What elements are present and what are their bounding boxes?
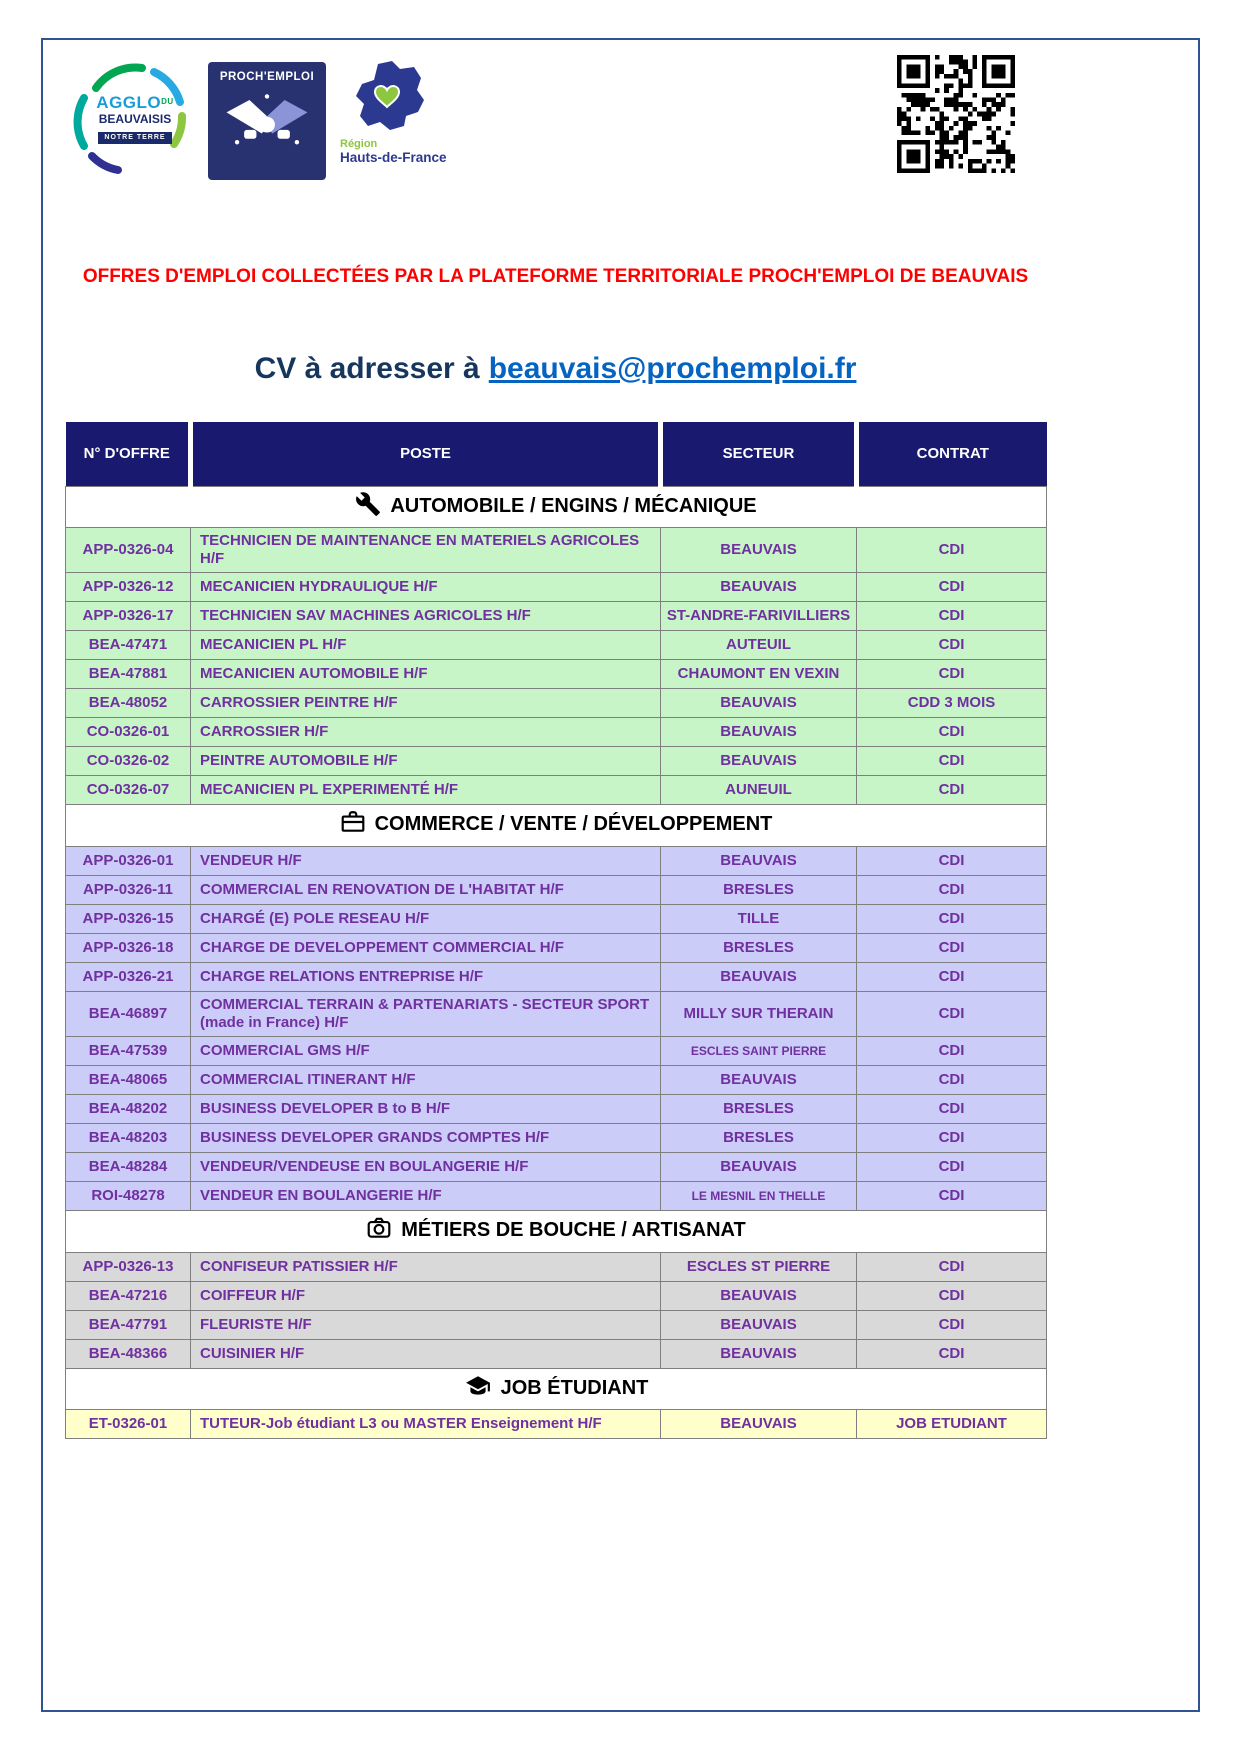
offer-secteur: BEAUVAIS — [661, 1410, 857, 1439]
offer-secteur: BEAUVAIS — [661, 1310, 857, 1339]
offer-poste: VENDEUR H/F — [191, 846, 661, 875]
qr-code — [897, 55, 1015, 173]
offer-poste: COMMERCIAL ITINERANT H/F — [191, 1066, 661, 1095]
offer-poste: COIFFEUR H/F — [191, 1281, 661, 1310]
offer-offre: ET-0326-01 — [66, 1410, 191, 1439]
offer-row — [66, 573, 1047, 602]
handshake-icon — [223, 89, 311, 155]
offer-row — [66, 1281, 1047, 1310]
offer-contrat: CDI — [857, 1124, 1047, 1153]
offer-secteur: AUNEUIL — [661, 776, 857, 805]
offer-contrat: CDI — [857, 776, 1047, 805]
section-title: JOB ÉTUDIANT — [500, 1376, 649, 1399]
offer-secteur: BEAUVAIS — [661, 1153, 857, 1182]
offer-contrat: CDI — [857, 631, 1047, 660]
qr-code-svg — [897, 55, 1015, 173]
offer-row — [66, 875, 1047, 904]
offer-offre: APP-0326-15 — [66, 904, 191, 933]
section-title: MÉTIERS DE BOUCHE / ARTISANAT — [401, 1219, 746, 1242]
agglo-logo-name — [70, 94, 200, 113]
offer-poste: VENDEUR/VENDEUSE EN BOULANGERIE H/F — [191, 1153, 661, 1182]
offer-poste: CARROSSIER PEINTRE H/F — [191, 689, 661, 718]
offer-contrat: CDI — [857, 1182, 1047, 1211]
offer-poste: CARROSSIER H/F — [191, 718, 661, 747]
col-header-secteur: SECTEUR — [661, 422, 857, 486]
offer-contrat: CDI — [857, 718, 1047, 747]
offer-offre: BEA-48052 — [66, 689, 191, 718]
region-word: Région — [340, 138, 378, 150]
offer-contrat: CDI — [857, 660, 1047, 689]
offer-offre: BEA-48203 — [66, 1124, 191, 1153]
offer-poste: CUISINIER H/F — [191, 1339, 661, 1368]
agglo-word: AGGLO — [96, 93, 162, 112]
offer-poste: CHARGE DE DEVELOPPEMENT COMMERCIAL H/F — [191, 933, 661, 962]
offer-poste: BUSINESS DEVELOPER GRANDS COMPTES H/F — [191, 1124, 661, 1153]
offer-offre: BEA-48366 — [66, 1339, 191, 1368]
offer-offre: BEA-46897 — [66, 991, 191, 1037]
offer-contrat: CDI — [857, 962, 1047, 991]
offer-offre: BEA-47471 — [66, 631, 191, 660]
offer-secteur: BRESLES — [661, 875, 857, 904]
offers-table — [65, 422, 1047, 1439]
offer-contrat: CDI — [857, 904, 1047, 933]
offer-secteur: MILLY SUR THERAIN — [661, 991, 857, 1037]
offer-row — [66, 776, 1047, 805]
agglo-logo-subname: BEAUVAISIS — [98, 111, 172, 126]
offer-row — [66, 747, 1047, 776]
offer-secteur: BRESLES — [661, 1124, 857, 1153]
offer-row — [66, 1182, 1047, 1211]
offer-offre: APP-0326-01 — [66, 846, 191, 875]
offer-contrat: CDI — [857, 1281, 1047, 1310]
offer-row — [66, 527, 1047, 573]
camera-icon — [366, 1215, 392, 1247]
agglo-du-word: DU — [161, 97, 174, 106]
offer-row — [66, 660, 1047, 689]
offer-offre: BEA-47881 — [66, 660, 191, 689]
section-header-row — [66, 1368, 1047, 1409]
offer-row — [66, 933, 1047, 962]
offer-poste: CHARGÉ (E) POLE RESEAU H/F — [191, 904, 661, 933]
offer-offre: CO-0326-07 — [66, 776, 191, 805]
offer-poste: MECANICIEN PL EXPERIMENTÉ H/F — [191, 776, 661, 805]
offer-secteur: BEAUVAIS — [661, 1066, 857, 1095]
offer-poste: VENDEUR EN BOULANGERIE H/F — [191, 1182, 661, 1211]
offer-offre: BEA-47539 — [66, 1037, 191, 1066]
agglo-logo-banner: NOTRE TERRE — [98, 132, 171, 144]
offer-poste: BUSINESS DEVELOPER B to B H/F — [191, 1095, 661, 1124]
offer-offre: CO-0326-02 — [66, 747, 191, 776]
offer-poste: COMMERCIAL GMS H/F — [191, 1037, 661, 1066]
offer-row — [66, 846, 1047, 875]
offer-poste: MECANICIEN PL H/F — [191, 631, 661, 660]
col-header-poste: POSTE — [191, 422, 661, 486]
offer-poste: TECHNICIEN SAV MACHINES AGRICOLES H/F — [191, 602, 661, 631]
offer-poste: PEINTRE AUTOMOBILE H/F — [191, 747, 661, 776]
graduation-cap-icon — [464, 1373, 492, 1405]
offer-contrat: CDI — [857, 1095, 1047, 1124]
region-map-icon — [348, 60, 426, 136]
offer-contrat: CDI — [857, 1153, 1047, 1182]
offer-row — [66, 1153, 1047, 1182]
offer-offre: BEA-47791 — [66, 1310, 191, 1339]
offer-row — [66, 1037, 1047, 1066]
section-header-row — [66, 805, 1047, 846]
offer-secteur: CHAUMONT EN VEXIN — [661, 660, 857, 689]
offer-row — [66, 1410, 1047, 1439]
offer-offre: BEA-47216 — [66, 1281, 191, 1310]
offer-contrat: CDI — [857, 1066, 1047, 1095]
offer-row — [66, 631, 1047, 660]
region-name: Hauts-de-France — [340, 150, 447, 165]
offer-secteur: BEAUVAIS — [661, 962, 857, 991]
offer-row — [66, 1124, 1047, 1153]
offer-row — [66, 689, 1047, 718]
offer-row — [66, 904, 1047, 933]
hauts-de-france-logo — [340, 60, 450, 165]
col-header-contrat: CONTRAT — [857, 422, 1047, 486]
cv-prefix: CV à adresser à — [254, 352, 480, 385]
col-header-offre: N° D'OFFRE — [66, 422, 191, 486]
section-header-row — [66, 486, 1047, 527]
offer-secteur: BRESLES — [661, 933, 857, 962]
offer-secteur: LE MESNIL EN THELLE — [661, 1182, 857, 1211]
offer-row — [66, 1310, 1047, 1339]
offer-contrat: CDI — [857, 846, 1047, 875]
offer-poste: COMMERCIAL TERRAIN & PARTENARIATS - SECTEUR SPORT (made in France) H/F — [191, 991, 661, 1037]
offer-contrat: CDI — [857, 602, 1047, 631]
offer-poste: COMMERCIAL EN RENOVATION DE L'HABITAT H/F — [191, 875, 661, 904]
offer-offre: CO-0326-01 — [66, 718, 191, 747]
offer-poste: TECHNICIEN DE MAINTENANCE EN MATERIELS AGRICOLES H/F — [191, 527, 661, 573]
section-title: COMMERCE / VENTE / DÉVELOPPEMENT — [374, 813, 773, 836]
offer-secteur: ST-ANDRE-FARIVILLIERS — [661, 602, 857, 631]
offer-row — [66, 1066, 1047, 1095]
offer-offre: BEA-48202 — [66, 1095, 191, 1124]
offer-row — [66, 1095, 1047, 1124]
offer-contrat: CDI — [857, 1037, 1047, 1066]
offer-contrat: CDI — [857, 1252, 1047, 1281]
offer-contrat: CDI — [857, 527, 1047, 573]
offer-secteur: BRESLES — [661, 1095, 857, 1124]
offer-offre: APP-0326-12 — [66, 573, 191, 602]
offer-row — [66, 602, 1047, 631]
briefcase-icon — [340, 809, 366, 841]
offer-poste: MECANICIEN AUTOMOBILE H/F — [191, 660, 661, 689]
offer-poste: FLEURISTE H/F — [191, 1310, 661, 1339]
cv-instruction — [65, 352, 1046, 386]
offer-secteur: BEAUVAIS — [661, 689, 857, 718]
wrench-icon — [355, 491, 381, 523]
offer-contrat: CDI — [857, 933, 1047, 962]
offer-secteur: BEAUVAIS — [661, 1281, 857, 1310]
offer-secteur: BEAUVAIS — [661, 1339, 857, 1368]
offer-contrat: CDI — [857, 1310, 1047, 1339]
section-header-row — [66, 1211, 1047, 1252]
offer-contrat: CDD 3 MOIS — [857, 689, 1047, 718]
offer-secteur: BEAUVAIS — [661, 718, 857, 747]
offer-offre: APP-0326-11 — [66, 875, 191, 904]
offer-offre: APP-0326-04 — [66, 527, 191, 573]
offer-contrat: JOB ETUDIANT — [857, 1410, 1047, 1439]
prochemploi-logo-label: PROCH'EMPLOI — [219, 71, 315, 83]
offer-secteur: TILLE — [661, 904, 857, 933]
agglo-beauvaisis-logo — [70, 60, 200, 178]
offer-row — [66, 1339, 1047, 1368]
offer-poste: TUTEUR-Job étudiant L3 ou MASTER Enseignement H/F — [191, 1410, 661, 1439]
offer-poste: MECANICIEN HYDRAULIQUE H/F — [191, 573, 661, 602]
offer-contrat: CDI — [857, 573, 1047, 602]
prochemploi-logo — [208, 62, 326, 180]
email-link[interactable]: beauvais@prochemploi.fr — [488, 352, 857, 385]
offer-contrat: CDI — [857, 747, 1047, 776]
offer-offre: APP-0326-18 — [66, 933, 191, 962]
offer-secteur: BEAUVAIS — [661, 527, 857, 573]
offer-offre: APP-0326-17 — [66, 602, 191, 631]
offer-row — [66, 991, 1047, 1037]
offer-contrat: CDI — [857, 1339, 1047, 1368]
offer-poste: CHARGE RELATIONS ENTREPRISE H/F — [191, 962, 661, 991]
offer-contrat: CDI — [857, 875, 1047, 904]
offers-table-body — [66, 486, 1047, 1439]
offer-offre: ROI-48278 — [66, 1182, 191, 1211]
offer-contrat: CDI — [857, 991, 1047, 1037]
offer-offre: BEA-48284 — [66, 1153, 191, 1182]
offer-row — [66, 962, 1047, 991]
offer-offre: BEA-48065 — [66, 1066, 191, 1095]
offer-secteur: ESCLES ST PIERRE — [661, 1252, 857, 1281]
offer-secteur: ESCLES SAINT PIERRE — [661, 1037, 857, 1066]
table-header-row — [66, 422, 1047, 486]
offer-row — [66, 1252, 1047, 1281]
offer-poste: CONFISEUR PATISSIER H/F — [191, 1252, 661, 1281]
section-title: AUTOMOBILE / ENGINS / MÉCANIQUE — [390, 494, 757, 517]
page-title: OFFRES D'EMPLOI COLLECTÉES PAR LA PLATEFORME TERRITORIALE PROCH'EMPLOI DE BEAUVAIS — [82, 266, 1029, 287]
offer-secteur: BEAUVAIS — [661, 747, 857, 776]
offer-offre: APP-0326-21 — [66, 962, 191, 991]
offer-row — [66, 718, 1047, 747]
offer-secteur: BEAUVAIS — [661, 573, 857, 602]
offer-secteur: AUTEUIL — [661, 631, 857, 660]
offer-secteur: BEAUVAIS — [661, 846, 857, 875]
offer-offre: APP-0326-13 — [66, 1252, 191, 1281]
